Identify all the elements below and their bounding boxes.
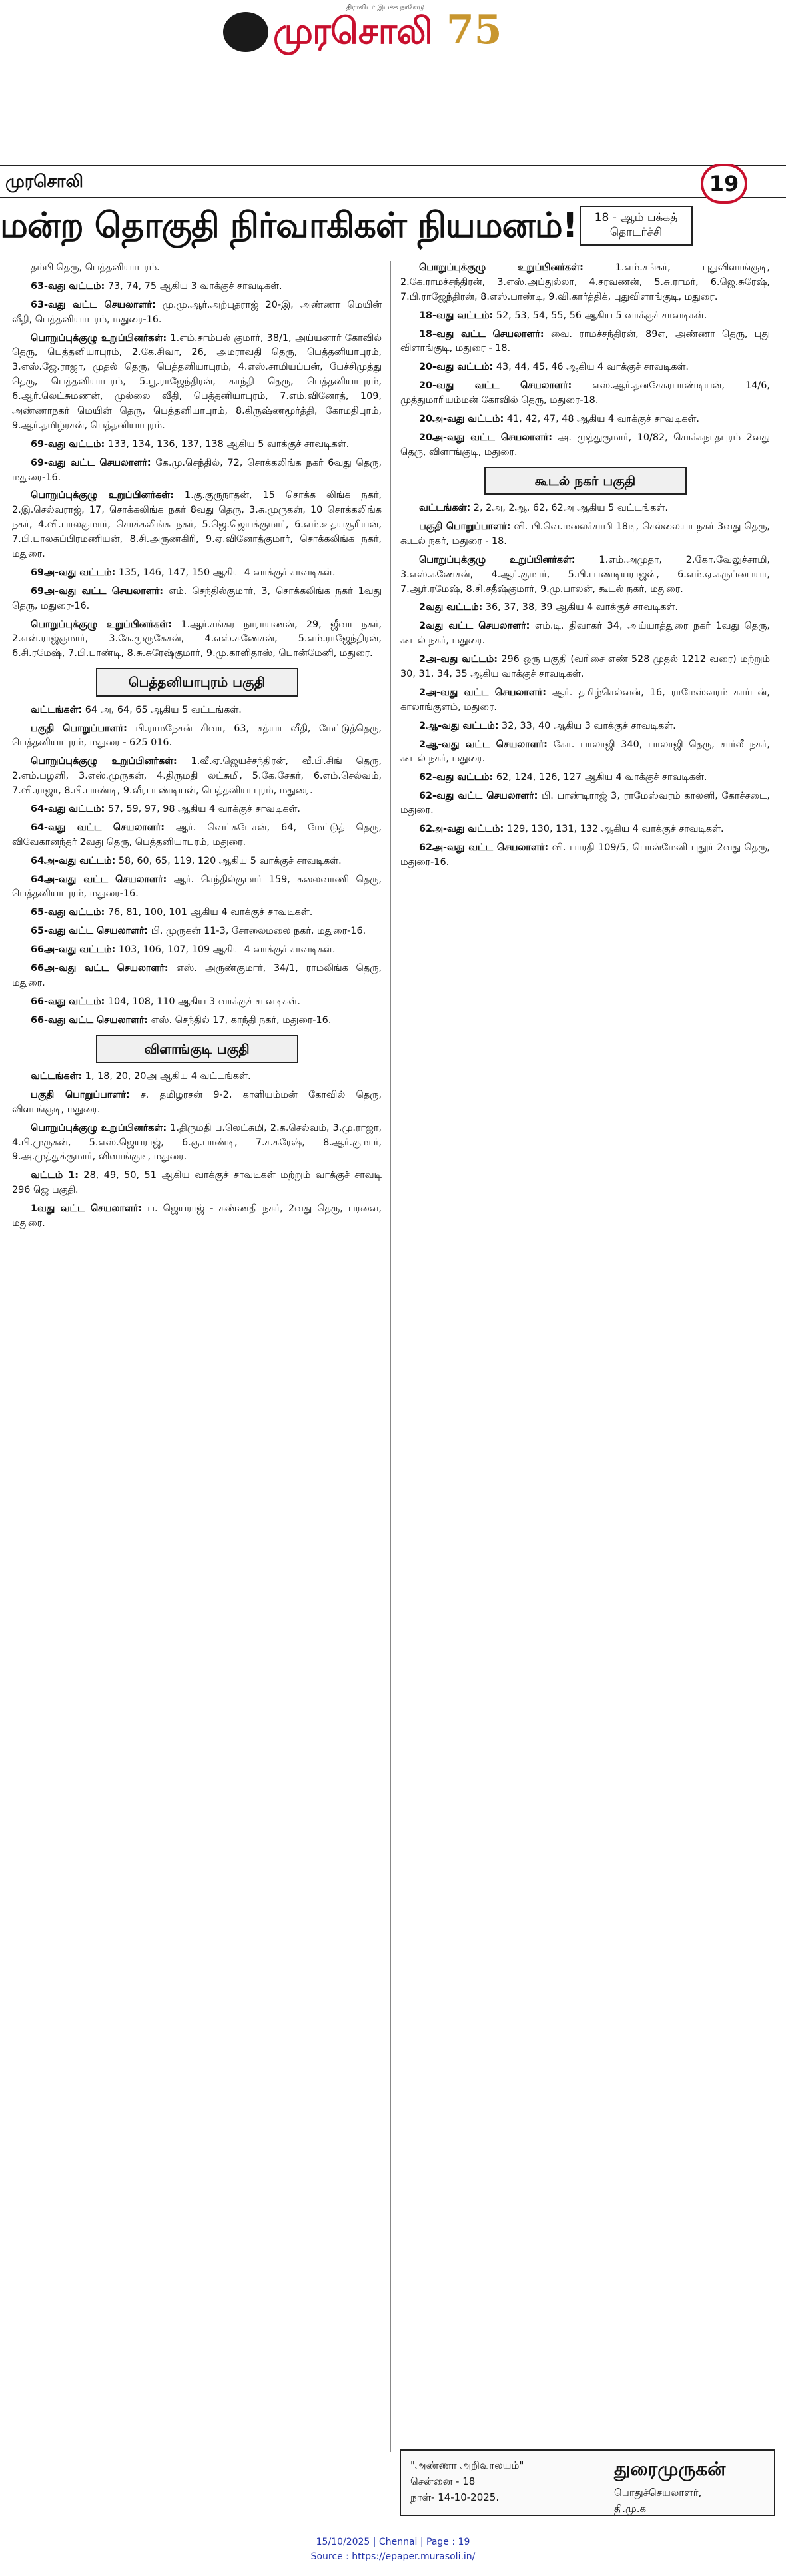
masthead: [0, 0, 786, 60]
article-paragraph: 2வது வட்டம்: 36, 37, 38, 39 ஆகிய 4 வாக்குச் சாவடிகள்.: [419, 602, 678, 613]
area-subheading: கூடல் நகர் பகுதி: [484, 467, 687, 495]
article-paragraph: 20-வது வட்டம்: 43, 44, 45, 46 ஆகிய 4 வாக்குச் சாவடிகள்.: [419, 362, 689, 373]
article-paragraph: பொறுப்புக்குழு உறுப்பினர்கள்: 1.வீ.ஏ.ஜெயச்சந்திரன், வீ.பி.சிங் தெரு, 2.எம்.பழனி, 3.எஸ்.முருகன், 4.திருமதி லட்சுமி, 5.கே.சேகர், 6.எம்.செல்வம், 7.வி.ராஜா, 8.பி.பாண்டி, 9.வீரபாண்டியன், பெத்தனியாபுரம், மதுரை.: [12, 756, 382, 797]
article-paragraph: பகுதி பொறுப்பாளர்: வி. பி.வெ.மலைச்சாமி 18டி, செல்லையா நகர் 3வது தெரு, கூடல் நகர், மதுரை - 18.: [400, 521, 770, 547]
article-paragraph: 20அ-வது வட்டம்: 41, 42, 47, 48 ஆகிய 4 வாக்குச் சாவடிகள்.: [419, 414, 699, 425]
article-paragraph: 64அ-வது வட்ட செயலாளர்: ஆர். செந்தில்குமார் 159, கலைவாணி தெரு, பெத்தனியாபுரம், மதுரை-16.: [12, 874, 382, 900]
area-subheading: விளாங்குடி பகுதி: [96, 1035, 298, 1063]
article-paragraph: 2அ-வது வட்டம்: 296 ஒரு பகுதி (வரிசை எண் 528 முதல் 1212 வரை) மற்றும் 30, 31, 34, 35 ஆகிய வாக்குச் சாவடிகள்.: [400, 654, 770, 679]
right-column: [400, 261, 770, 2452]
article-paragraph: 64அ-வது வட்டம்: 58, 60, 65, 119, 120 ஆகிய 5 வாக்குச் சாவடிகள்.: [31, 855, 342, 866]
article-paragraph: 62-வது வட்ட செயலாளர்: பி. பாண்டிராஜ் 3, ராமேஸ்வரம் காலனி, கோச்சடை, மதுரை.: [400, 791, 770, 816]
article-paragraph: 62-வது வட்டம்: 62, 124, 126, 127 ஆகிய 4 வாக்குச் சாவடிகள்.: [419, 772, 707, 783]
article-paragraph: 64-வது வட்டம்: 57, 59, 97, 98 ஆகிய 4 வாக்குச் சாவடிகள்.: [31, 804, 300, 814]
article-paragraph: 63-வது வட்ட செயலாளர்: மு.மு.ஆர்.அற்புதராஜ் 20-இ, அண்ணா மெயின் வீதி, பெத்தனியாபுரம், மதுரை-16.: [12, 299, 382, 325]
article-paragraph: 18-வது வட்ட செயலாளர்: வை. ராமச்சந்திரன், 89எ, அண்ணா தெரு, புது விளாங்குடி, மதுரை - 18.: [400, 328, 770, 354]
area-subheading: பெத்தனியாபுரம் பகுதி: [96, 668, 298, 696]
newspaper-logo: முரசொலி: [273, 9, 432, 52]
article-paragraph: பொறுப்புக்குழு உறுப்பினர்கள்: 1.எம்.சங்கர், புதுவிளாங்குடி, 2.கே.ராமச்சந்திரன், 3.எஸ்.அப்துல்லா, 4.சரவணன், 5.சு.ராமர், 6.ஜெ.சுரேஷ், 7.பி.ராஜேந்திரன், 8.எஸ்.பாண்டி, 9.வி.கார்த்திக், புதுவிளாங்குடி, மதுரை.: [400, 262, 770, 302]
signature-place: [410, 2457, 524, 2505]
article-paragraph: பகுதி பொறுப்பாளர்: ச. தமிழரசன் 9-2, காளியம்மன் கோவில் தெரு, விளாங்குடி, மதுரை.: [12, 1089, 382, 1115]
headline-row: [0, 203, 786, 253]
section-label: முரசொலி: [5, 172, 83, 192]
signature-party: தி.மு.க: [614, 2502, 647, 2515]
article-paragraph: பொறுப்புக்குழு உறுப்பினர்கள்: 1.திருமதி ப.லெட்சுமி, 2.க.செல்வம், 3.மு.ராஜா, 4.பி.முருகன், 5.எஸ்.ஜெயராஜ், 6.கு.பாண்டி, 7.ச.சுரேஷ், 8.ஆர்.குமார், 9.அ.முத்துக்குமார், விளாங்குடி, மதுரை.: [12, 1122, 382, 1163]
footer-date-line: 15/10/2025 | Chennai | Page : 19: [316, 2537, 470, 2547]
continued-from-box: 18 - ஆம் பக்கத் தொடர்ச்சி: [580, 206, 693, 246]
article-paragraph: 69அ-வது வட்ட செயலாளர்: எம். செந்தில்குமார், 3, சொக்கலிங்க நகர் 1வது தெரு, மதுரை-16.: [12, 585, 382, 611]
signature-author: [614, 2455, 725, 2517]
article-paragraph: 2அ-வது வட்ட செயலாளர்: ஆர். தமிழ்செல்வன், 16, ராமேஸ்வரம் கார்டன், காலாங்குளம், மதுரை.: [400, 687, 770, 713]
article-paragraph: 66-வது வட்டம்: 104, 108, 110 ஆகிய 3 வாக்குச் சாவடிகள்.: [31, 996, 300, 1007]
article-paragraph: 1வது வட்ட செயலாளர்: ப. ஜெயராஜ் - கண்ணதி நகர், 2வது தெரு, பரவை, மதுரை.: [12, 1203, 382, 1229]
article-paragraph: பகுதி பொறுப்பாளர்: பி.ராமநேசன் சிவா, 63, சத்யா வீதி, மேட்டுத்தெரு, பெத்தனியாபுரம், மதுரை - 625 016.: [12, 723, 382, 749]
article-paragraph: 63-வது வட்டம்: 73, 74, 75 ஆகிய 3 வாக்குச் சாவடிகள்.: [31, 280, 282, 292]
article-paragraph: 65-வது வட்டம்: 76, 81, 100, 101 ஆகிய 4 வாக்குச் சாவடிகள்.: [31, 907, 313, 918]
article-paragraph: 18-வது வட்டம்: 52, 53, 54, 55, 56 ஆகிய 5 வாக்குச் சாவடிகள்.: [419, 310, 707, 321]
article-paragraph: 69-வது வட்ட செயலாளர்: கே.மு.செந்தில், 72, சொக்கலிங்க நகர் 6வது தெரு, மதுரை-16.: [12, 457, 382, 483]
left-column: [12, 261, 382, 2452]
page-footer: [0, 2535, 786, 2565]
article-paragraph: 20-வது வட்ட செயலாளர்: எஸ்.ஆர்.தனசேகரபாண்டியன், 14/6, முத்துமாரியம்மன் கோவில் தெரு, மதுரை-18.: [400, 380, 770, 406]
anniversary-badge: 75: [446, 7, 502, 53]
article-paragraph: பொறுப்புக்குழு உறுப்பினர்கள்: 1.ஆர்.சங்கர நாராயணன், 29, ஜீவா நகர், 2.என்.ராஜ்குமார், 3.கே.முருகேசன், 4.எஸ்.கணேசன், 5.எம்.ராஜேந்திரன், 6.சி.ரமேஷ், 7.பி.பாண்டி, 8.சு.சுரேஷ்குமார், 9.மு.காளிதாஸ், பொன்மேனி, மதுரை.: [12, 619, 382, 659]
masthead-tagline: திராவிடர் இயக்க நாளேடு: [346, 4, 425, 11]
article-paragraph: 66அ-வது வட்டம்: 103, 106, 107, 109 ஆகிய 4 வாக்குச் சாவடிகள்.: [31, 944, 336, 956]
article-paragraph: 2ஆ-வது வட்ட செயலாளர்: கோ. பாலாஜி 340, பாலாஜி தெரு, சார்லீ நகர், கூடல் நகர், மதுரை.: [400, 739, 770, 765]
article-paragraph: 64-வது வட்ட செயலாளர்: ஆர். வெட்கடேசன், 64, மேட்டுத் தெரு, விவேகானந்தர் 2வது தெரு, பெத்தனியாபுரம், மதுரை.: [12, 822, 382, 848]
signature-place-line: "அண்ணா அறிவாலயம்": [410, 2459, 524, 2471]
article-paragraph: தம்பி தெரு, பெத்தனியாபுரம்.: [31, 262, 160, 273]
article-body: [12, 261, 773, 2452]
article-paragraph: வட்டங்கள்: 1, 18, 20, 20அ ஆகிய 4 வட்டங்கள்.: [31, 1070, 251, 1082]
article-paragraph: 65-வது வட்ட செயலாளர்: பி. முருகன் 11-3, சோலைமலை நகர், மதுரை-16.: [31, 926, 366, 937]
article-paragraph: 62அ-வது வட்டம்: 129, 130, 131, 132 ஆகிய 4 வாக்குச் சாவடிகள்.: [419, 824, 724, 834]
article-paragraph: 66-வது வட்ட செயலாளர்: எஸ். செந்தில் 17, காந்தி நகர், மதுரை-16.: [31, 1014, 332, 1026]
article-paragraph: 2ஆ-வது வட்டம்: 32, 33, 40 ஆகிய 3 வாக்குச் சாவடிகள்.: [419, 720, 676, 731]
article-paragraph: வட்டங்கள்: 2, 2அ, 2ஆ, 62, 62அ ஆகிய 5 வட்டங்கள்.: [419, 503, 668, 514]
article-paragraph: பொறுப்புக்குழு உறுப்பினர்கள்: 1.எம்.அமுதா, 2.கோ.வேலுச்சாமி, 3.எஸ்.கணேசன், 4.ஆர்.குமார், 5.பி.பாண்டியராஜன், 6.எம்.ஏ.கருப்பையா, 7.ஆர்.ரமேஷ், 8.சி.சதீஷ்குமார், 9.மு.பாலன், கூடல் நகர், மதுரை.: [400, 554, 770, 595]
signature-date: நாள்- 14-10-2025.: [410, 2491, 500, 2503]
signature-name: துரைமுருகன்: [614, 2458, 726, 2480]
article-paragraph: பொறுப்புக்குழு உறுப்பினர்கள்: 1.கு.குருநாதன், 15 சொக்க லிங்க நகர், 2.இ.செல்வராஜ், 17, சொக்கலிங்க நகர் 8வது தெரு, 3.சு.முருகன், 10 சொக்கலிங்க நகர், 4.வி.பாலகுமார், சொக்கலிங்க நகர், 5.ஜெ.ஜெயக்குமார், 6.எம்.உதயசூரியன், 7.பி.பாலசுப்பிரமணியன், 8.சி.அருணகிரி, 9.ஏ.வினோத்குமார், சொக்கலிங்க நகர், மதுரை.: [12, 490, 382, 560]
article-paragraph: 69அ-வது வட்டம்: 135, 146, 147, 150 ஆகிய 4 வாக்குச் சாவடிகள்.: [31, 567, 336, 578]
article-paragraph: 69-வது வட்டம்: 133, 134, 136, 137, 138 ஆகிய 5 வாக்குச் சாவடிகள்.: [31, 438, 350, 450]
section-bar: [0, 165, 786, 198]
page-headline: மன்ற தொகுதி நிர்வாகிகள் நியமனம்!: [0, 206, 578, 246]
article-paragraph: 2வது வட்ட செயலாளர்: எம்.டி. திவாகர் 34, அய்யாத்துரை நகர் 1வது தெரு, கூடல் நகர், மதுரை.: [400, 621, 770, 647]
article-paragraph: 62அ-வது வட்ட செயலாளர்: வி. பாரதி 109/5, பொன்மேனி புதூர் 2வது தெரு, மதுரை-16.: [400, 842, 770, 868]
article-paragraph: வட்டங்கள்: 64 அ, 64, 65 ஆகிய 5 வட்டங்கள்.: [31, 704, 242, 715]
article-paragraph: வட்டம் 1: 28, 49, 50, 51 ஆகிய வாக்குச் சாவடிகள் மற்றும் வாக்குச் சாவடி 296 ஜெ பகுதி.: [12, 1170, 382, 1196]
signature-place-line: சென்னை - 18: [410, 2475, 476, 2487]
signature-box: [400, 2449, 775, 2516]
column-divider: [390, 261, 391, 2452]
article-paragraph: 66அ-வது வட்ட செயலாளர்: எஸ். அருண்குமார், 34/1, ராமலிங்க தெரு, மதுரை.: [12, 963, 382, 988]
signature-title: பொதுச்செயலாளர்,: [614, 2486, 702, 2499]
footer-source-line: Source : https://epaper.murasoli.in/: [310, 2551, 476, 2563]
article-paragraph: பொறுப்புக்குழு உறுப்பினர்கள்: 1.எம்.சாம்பல் குமார், 38/1, அய்யனார் கோவில் தெரு, பெத்தனியாபுரம், 2.கே.சிவா, 26, அமராவதி தெரு, பெத்தனியாபுரம், 3.எஸ்.ஜே.ராஜா, முதல் தெரு, பெத்தனியாபுரம், 4.எஸ்.சாமியப்பன், பேச்சிமுத்து தெரு, பெத்தனியாபுரம், 5.பூ.ராஜேந்திரன், காந்தி தெரு, பெத்தனியாபுரம், 6.ஆர்.லெட்சுமணன், முல்லை வீதி, பெத்தனியாபுரம், 7.எம்.வினோத், 109, அண்ணாநகர் மெயின் தெரு, பெத்தனியாபுரம், 8.கிருஷ்ணமூர்த்தி, கோமதிபுரம், 9.ஆர்.தமிழ்ரசன், பெத்தனியாபுரம்.: [12, 332, 382, 431]
party-emblem-icon: [223, 12, 268, 52]
article-paragraph: 20அ-வது வட்ட செயலாளர்: அ. முத்துகுமார், 10/82, சொக்கநாதபுரம் 2வது தெரு, விளாங்குடி, மதுரை.: [400, 432, 770, 458]
page-number: 19: [701, 164, 747, 204]
